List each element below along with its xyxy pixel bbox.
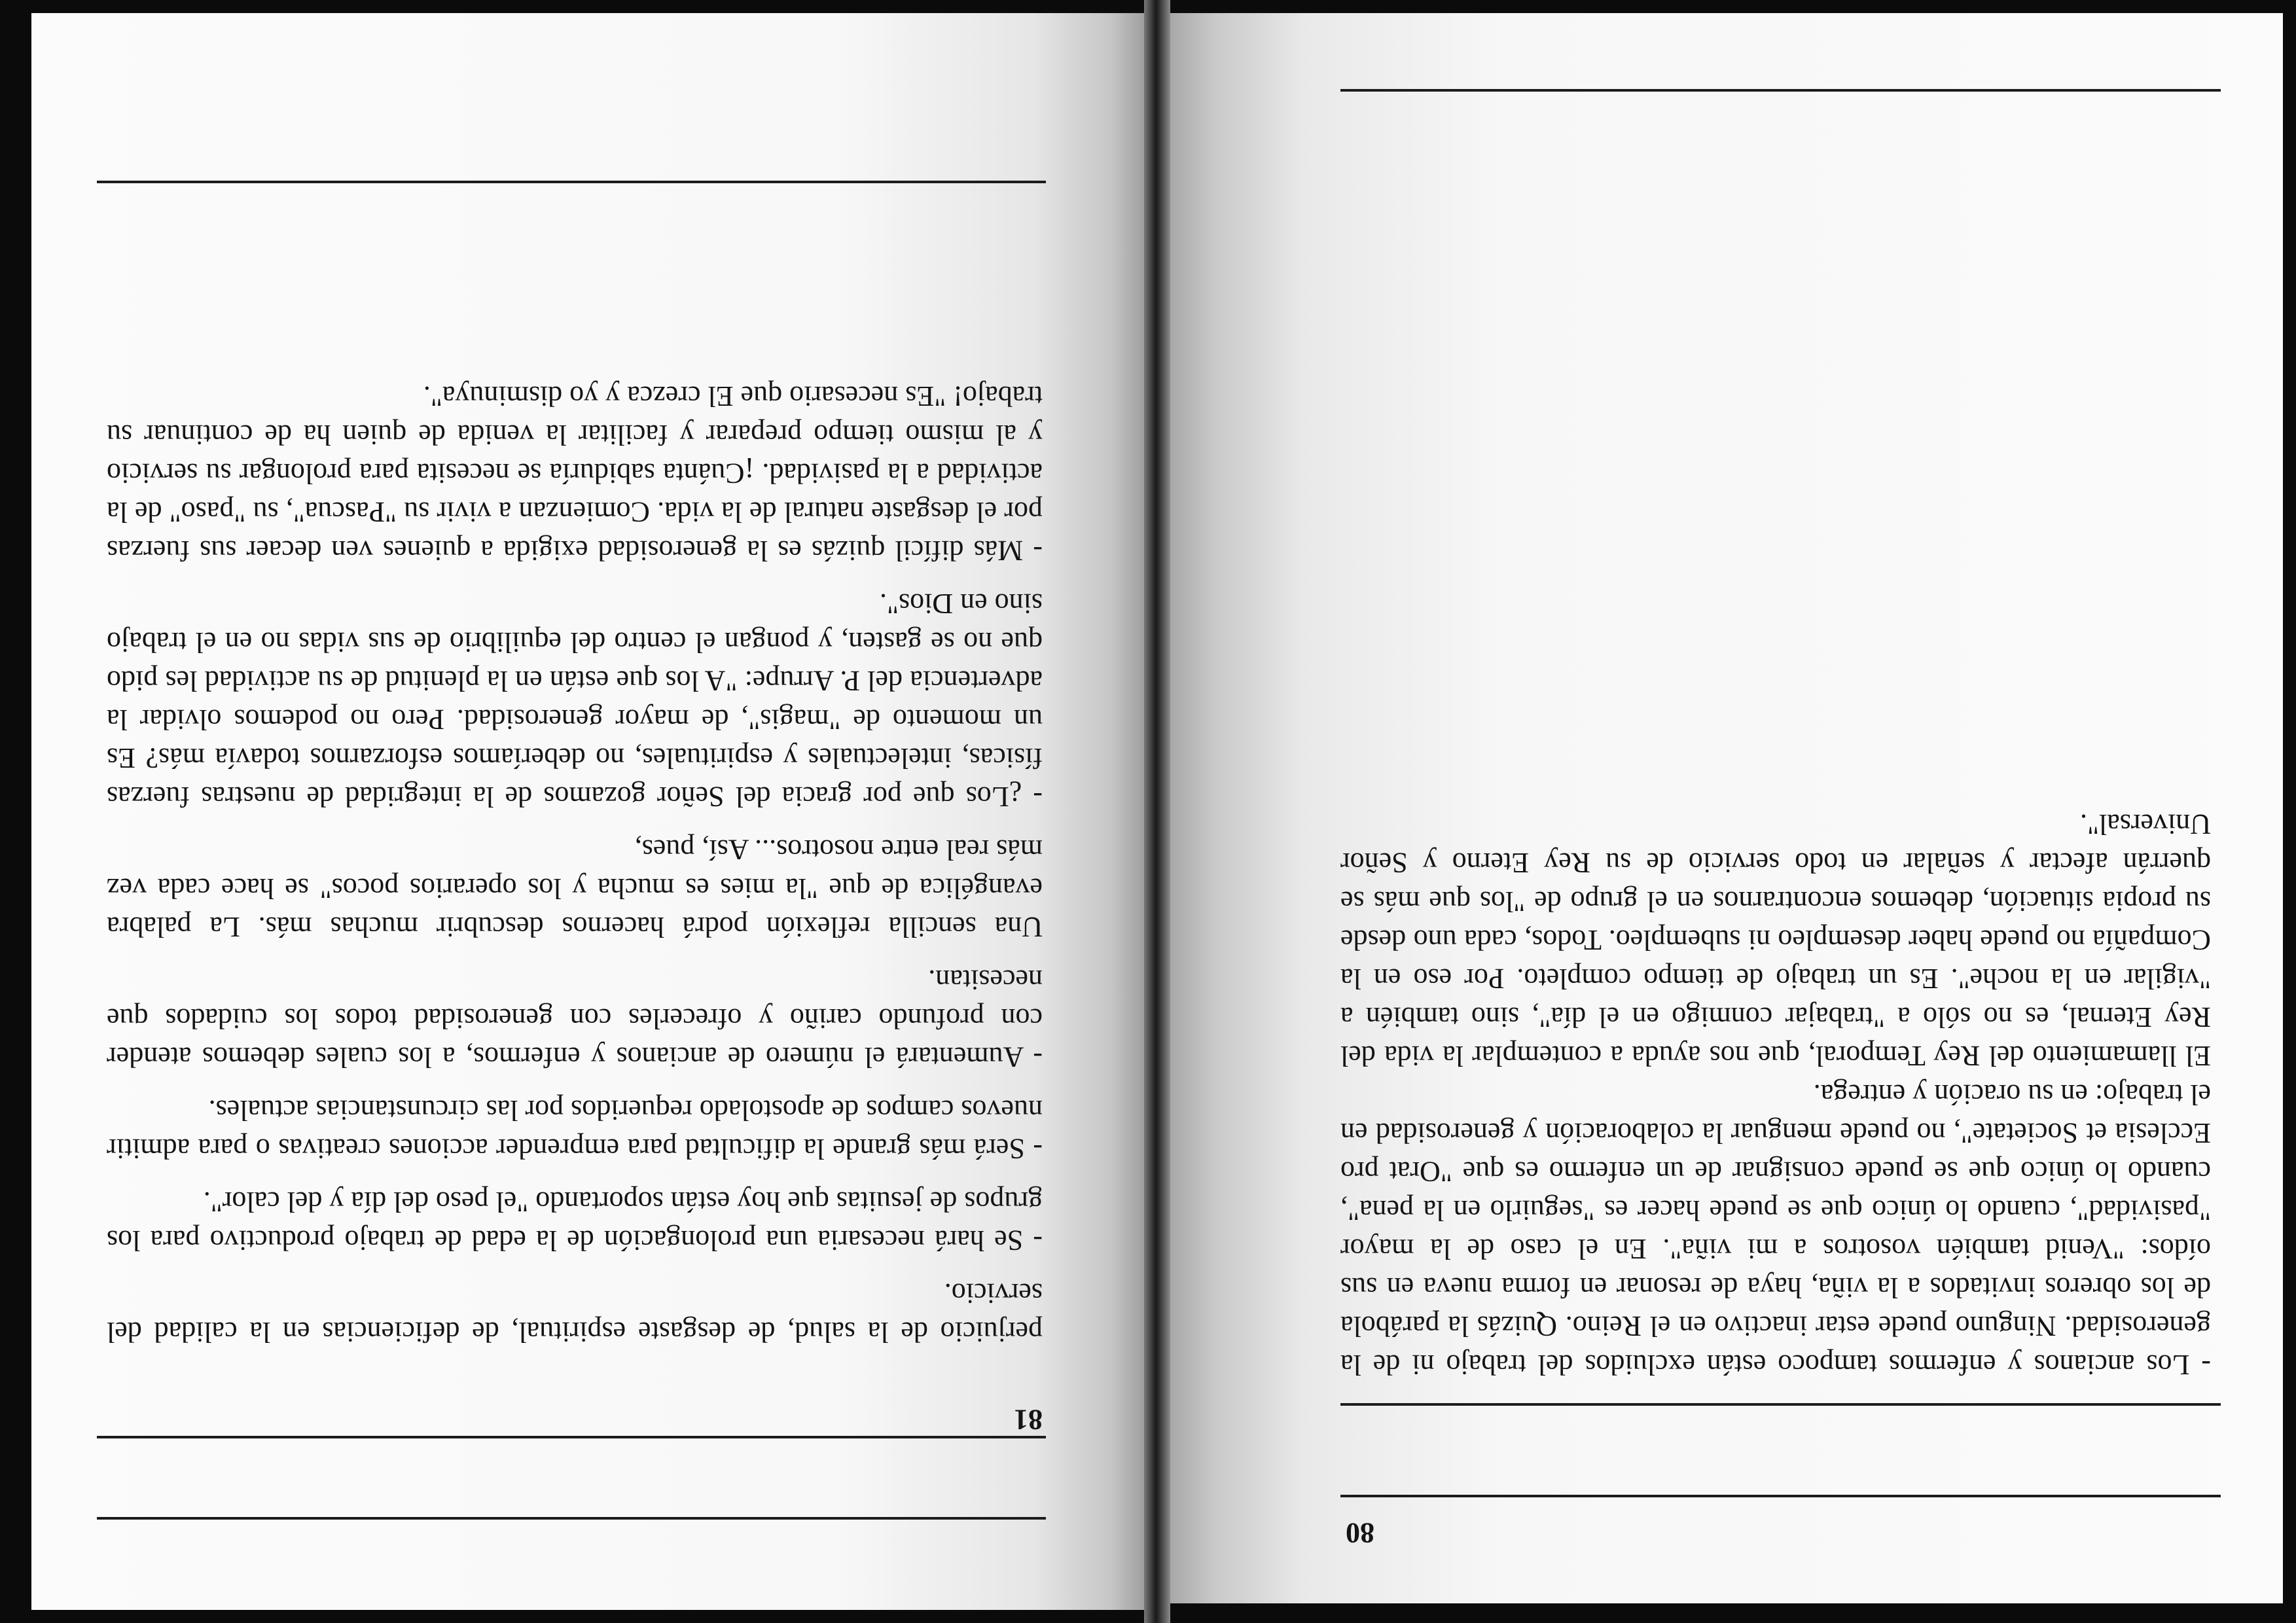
top-rule [97,1517,1046,1520]
page-80 [1170,13,2283,1603]
page-number-80: 80 [1346,1517,1374,1549]
paragraph: - Más difícil quizás es la generosidad exigida a quienes ven decaer sus fuerzas por el desgaste natural de la vida. Comienzan a vivir su "Pascua", su "paso" de la actividad a la pasividad. ¡Cuánta sabiduría se necesita para prolongar su servicio y al mismo tiempo preparar y facilitar la venida de quien ha de continuar su trabajo! "Es necesario que El crezca y yo disminuya". [107,380,1043,567]
bottom-rule [97,181,1046,183]
book-gutter [1144,0,1170,1623]
paragraph: El llamamiento del Rey Temporal, que nos ayuda a contemplar la vida del Rey Eternal, es no sólo a "trabajar conmigo en el día", sino también a "vigilar en la noche". Es un trabajo de tiempo completo. Por eso en la Compañía no puede haber desempleo ni subempleo. Todos, cada uno desde su propia situación, debemos encontrarnos en el grupo de "los que más se querrán afectar y señalar en todo servicio de su Rey Eterno y Señor Universal". [1340,808,2211,1072]
paragraph: - Los ancianos y enfermos tampoco están excluidos del trabajo ni de la generosidad. Ninguno puede estar inactivo en el Reino. Quizás la parábola de los obreros invitados a la viña, haya de resonar en forma nueva en sus oídos: "Venid también vosotros a mi viña". En el caso de la mayor "pasividad", cuando lo único que se puede hacer es "seguirlo en la pena", cuando lo único que se puede consignar de un enfermo es que "Orat pro Ecclesia et Societate", no puede menguar la colaboración y generosidad en el trabajo: en su oración y entrega. [1340,1079,2211,1381]
paragraph: - Se hará necesaria una prolongación de la edad de trabajo productivo para los grupos de jesuitas que hoy están soportando "el peso del día y del calor". [107,1186,1043,1257]
paragraph: - Aumentará el número de ancianos y enfermos, a los cuales debemos atender con profundo cariño y ofrecerles con generosidad todos los cuidados que necesitan. [107,964,1043,1073]
header-rule [97,1436,1046,1438]
bottom-rule [1340,89,2221,92]
page-81 [31,13,1144,1610]
paragraph: - Será más grande la dificultad para emprender acciones creativas o para admitir nuevos campos de apostolado requeridos por las circunstancias actuales. [107,1094,1043,1165]
header-rule [1340,1403,2221,1406]
page-81-body [107,377,1043,1351]
top-rule [1340,1495,2221,1497]
page-80-body [1340,805,2211,1384]
paragraph: - ¿Los que por gracia del Señor gozamos de la integridad de nuestras fuerzas físicas, intelectuales y espirituales, no deberíamos esforzarnos todavía más? Es un momento de "magis", de mayor generosidad. Pero no podemos olvidar la advertencia del P. Arrupe: "A los que están en la plenitud de su actividad les pido que no se gasten, y pongan el centro del equilibrio de sus vidas no en el trabajo sino en Dios". [107,588,1043,813]
paragraph: Una sencilla reflexión podrá hacernos descubrir muchas más. La palabra evangélica de que "la mies es mucha y los operarios pocos" se hace cada vez más real entre nosotros... Así, pues, [107,834,1043,943]
page-number-81: 81 [1014,1404,1043,1436]
paragraph: perjuicio de la salud, de desgaste espiritual, de deficiencias en la calidad del servicio. [107,1277,1043,1348]
